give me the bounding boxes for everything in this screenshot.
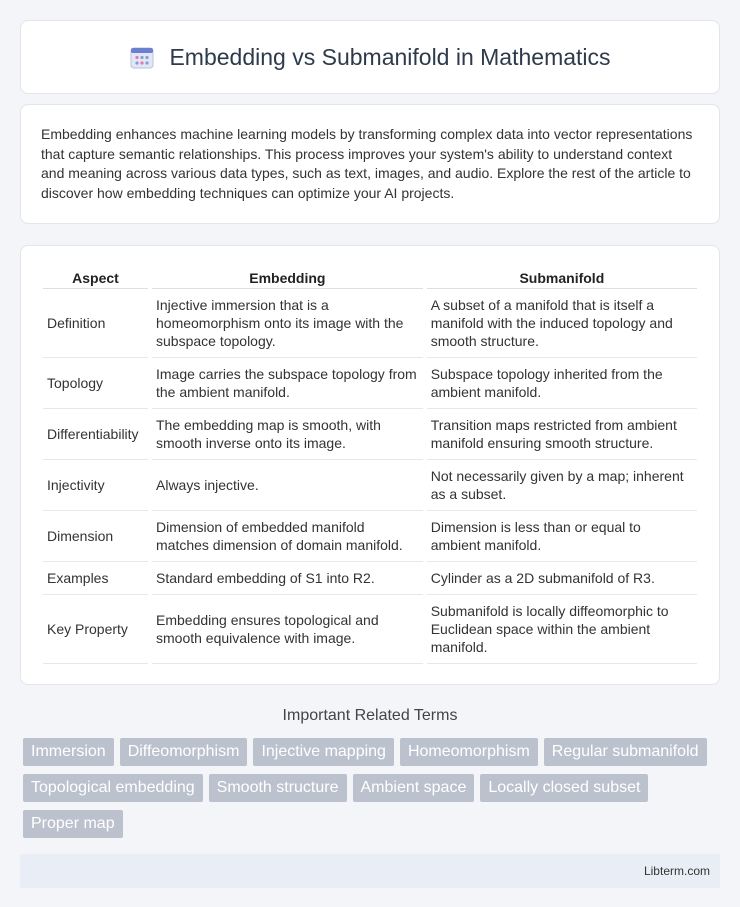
table-row [43, 595, 697, 664]
row-embedding: Standard embedding of S1 into R2. [152, 562, 423, 595]
row-aspect: Key Property [43, 595, 148, 664]
row-submanifold: A subset of a manifold that is itself a manifold with the induced topology and smooth structure. [427, 289, 697, 358]
row-aspect: Examples [43, 562, 148, 595]
tag-locally-closed-subset[interactable]: Locally closed subset [480, 774, 648, 802]
related-terms-title: Important Related Terms [282, 707, 458, 724]
tag-regular-submanifold[interactable]: Regular submanifold [544, 738, 707, 766]
row-embedding: Always injective. [152, 460, 423, 511]
row-aspect: Differentiability [43, 409, 148, 460]
header-card [20, 20, 720, 94]
tag-topological-embedding[interactable]: Topological embedding [23, 774, 203, 802]
footer-brand-link[interactable]: Libterm.com [643, 864, 710, 878]
row-embedding: The embedding map is smooth, with smooth inverse onto its image. [152, 409, 423, 460]
table-row [43, 460, 697, 511]
row-aspect: Injectivity [43, 460, 148, 511]
row-aspect: Dimension [43, 511, 148, 562]
row-aspect: Topology [43, 358, 148, 409]
table-row [43, 562, 697, 595]
page-title: Embedding vs Submanifold in Mathematics [169, 43, 611, 70]
row-aspect: Definition [43, 289, 148, 358]
comparison-table [39, 264, 701, 664]
table-row [43, 358, 697, 409]
row-submanifold: Dimension is less than or equal to ambient manifold. [427, 511, 697, 562]
header-embedding: Embedding [152, 264, 423, 289]
table-row [43, 289, 697, 358]
tag-proper-map[interactable]: Proper map [23, 810, 123, 838]
table-row [43, 409, 697, 460]
tag-ambient-space[interactable]: Ambient space [353, 774, 475, 802]
row-embedding: Embedding ensures topological and smooth equivalence with image. [152, 595, 423, 664]
table-row [43, 511, 697, 562]
tag-injective-mapping[interactable]: Injective mapping [253, 738, 394, 766]
row-submanifold: Not necessarily given by a map; inherent as a subset. [427, 460, 697, 511]
header-submanifold: Submanifold [427, 264, 697, 289]
tag-immersion[interactable]: Immersion [23, 738, 114, 766]
row-embedding: Image carries the subspace topology from the ambient manifold. [152, 358, 423, 409]
row-submanifold: Transition maps restricted from ambient manifold ensuring smooth structure. [427, 409, 697, 460]
row-embedding: Dimension of embedded manifold matches dimension of domain manifold. [152, 511, 423, 562]
intro-paragraph: Embedding enhances machine learning models by transforming complex data into vector representations that capture semantic relationships. This process improves your system's ability to understand context and meaning across various data types, such as text, images, and audio. Explore the rest of the article to discover how embedding techniques can optimize your AI projects. [20, 104, 720, 224]
calendar-grid-icon [129, 44, 155, 70]
table-header-row [43, 264, 697, 289]
tag-diffeomorphism[interactable]: Diffeomorphism [120, 738, 248, 766]
row-submanifold: Subspace topology inherited from the ambient manifold. [427, 358, 697, 409]
row-submanifold: Submanifold is locally diffeomorphic to Euclidean space within the ambient manifold. [427, 595, 697, 664]
tag-homeomorphism[interactable]: Homeomorphism [400, 738, 538, 766]
row-submanifold: Cylinder as a 2D submanifold of R3. [427, 562, 697, 595]
related-terms-list [0, 725, 740, 838]
tag-smooth-structure[interactable]: Smooth structure [209, 774, 347, 802]
header-aspect: Aspect [43, 264, 148, 289]
row-embedding: Injective immersion that is a homeomorphism onto its image with the subspace topology. [152, 289, 423, 358]
comparison-table-card [20, 245, 720, 685]
footer [20, 854, 720, 888]
